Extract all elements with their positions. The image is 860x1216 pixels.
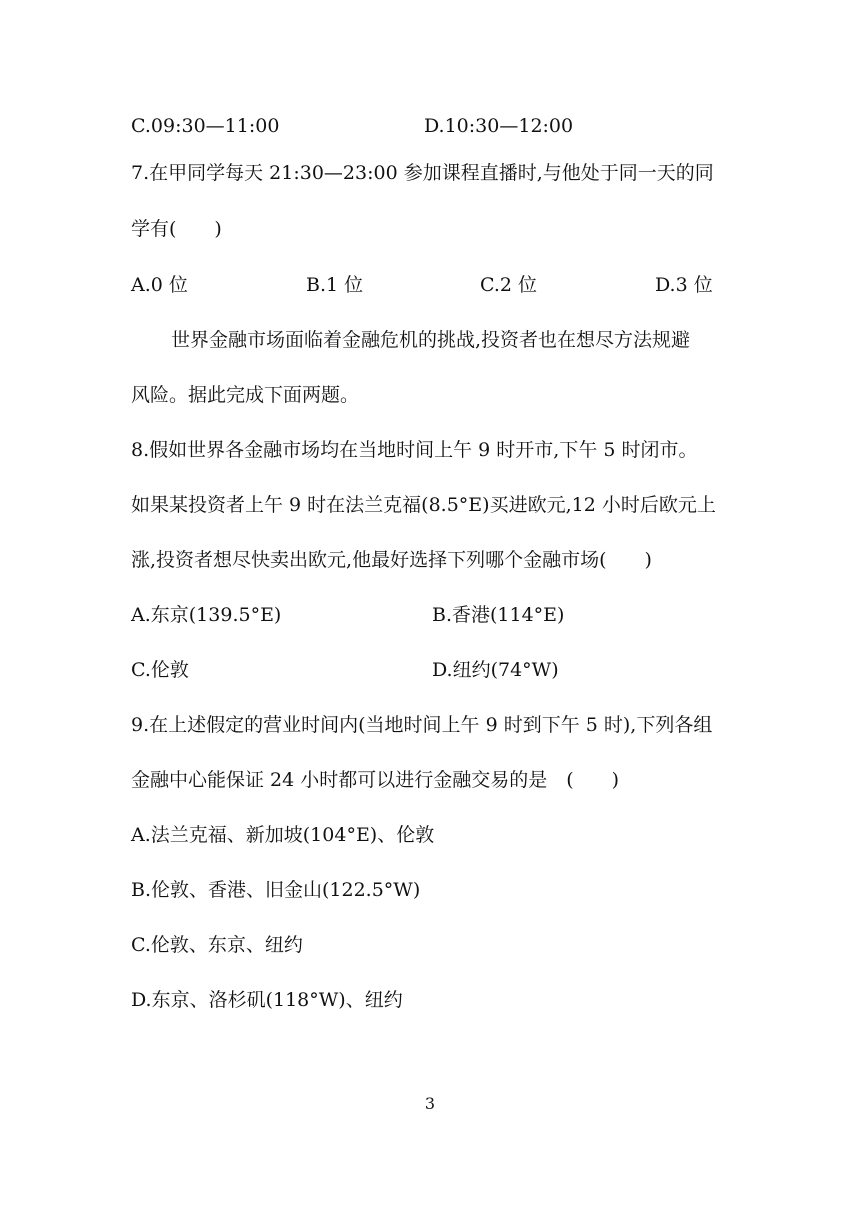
q7-stem-line1: 7.在甲同学每天 21:30—23:00 参加课程直播时,与他处于同一天的同	[131, 162, 714, 184]
q7-option-a: A.0 位	[131, 274, 188, 296]
q8-option-a: A.东京(139.5°E)	[131, 604, 282, 626]
q8-option-c: C.伦敦	[131, 659, 189, 681]
q6-option-c: C.09:30—11:00	[131, 115, 280, 137]
q9-stem-line1: 9.在上述假定的营业时间内(当地时间上午 9 时到下午 5 时),下列各组	[131, 714, 713, 736]
q6-option-d: D.10:30—12:00	[424, 115, 574, 137]
page-number: 3	[424, 1094, 436, 1113]
q9-stem-line2: 金融中心能保证 24 小时都可以进行金融交易的是 ( )	[131, 769, 620, 791]
q8-stem-line2: 如果某投资者上午 9 时在法兰克福(8.5°E)买进欧元,12 小时后欧元上	[131, 494, 716, 516]
intro-line2: 风险。据此完成下面两题。	[131, 384, 360, 406]
q7-option-d: D.3 位	[655, 274, 713, 296]
q8-stem-line1: 8.假如世界各金融市场均在当地时间上午 9 时开市,下午 5 时闭市。	[131, 439, 698, 461]
q8-option-d: D.纽约(74°W)	[432, 659, 559, 681]
intro-line1: 世界金融市场面临着金融危机的挑战,投资者也在想尽方法规避	[171, 329, 691, 351]
q7-stem-line2: 学有( )	[131, 218, 222, 240]
q7-option-b: B.1 位	[306, 274, 364, 296]
q9-option-b: B.伦敦、香港、旧金山(122.5°W)	[131, 879, 421, 901]
q9-option-c: C.伦敦、东京、纽约	[131, 934, 303, 956]
q7-option-c: C.2 位	[480, 274, 538, 296]
q8-stem-line3: 涨,投资者想尽快卖出欧元,他最好选择下列哪个金融市场( )	[131, 549, 652, 571]
q8-option-b: B.香港(114°E)	[432, 604, 565, 626]
q9-option-a: A.法兰克福、新加坡(104°E)、伦敦	[131, 824, 435, 846]
q9-option-d: D.东京、洛杉矶(118°W)、纽约	[131, 989, 403, 1011]
